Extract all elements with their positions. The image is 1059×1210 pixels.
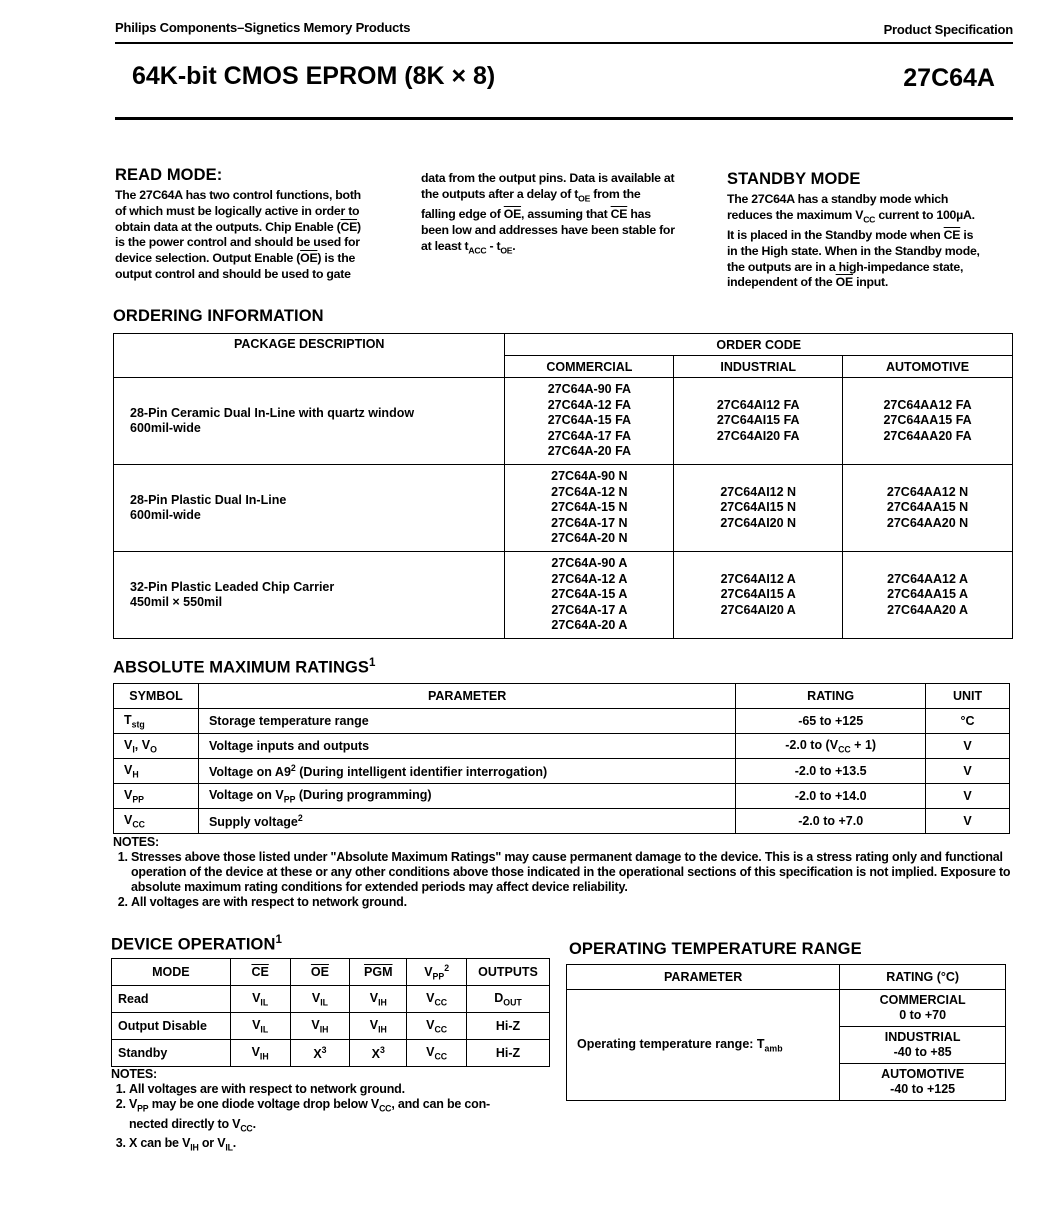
ratings-table <box>113 683 1010 834</box>
commercial-codes: 27C64A-90 A 27C64A-12 A 27C64A-15 A 27C64A-17 A 27C64A-20 A <box>505 552 674 639</box>
table-row: $V_H$ Voltage on $A9^2$ (During intelligent identifier interrogation) -2.0 to +13.5 V <box>114 759 1010 784</box>
col-mode: MODE <box>112 959 231 986</box>
commercial-codes: 27C64A-90 FA 27C64A-12 FA 27C64A-15 FA 27C64A-17 FA 27C64A-20 FA <box>505 378 674 465</box>
ordering-row <box>114 552 1013 639</box>
ordering-table <box>113 333 1013 639</box>
package-cell: 32-Pin Plastic Leaded Chip Carrier 450mil × 550mil <box>114 552 505 639</box>
industrial-codes: 27C64AI12 N 27C64AI15 N 27C64AI20 N <box>674 465 843 552</box>
standby-mode-heading: STANDBY MODE <box>727 170 861 188</box>
header-company: Philips Components–Signetics Memory Products <box>115 20 411 35</box>
table-row: Standby $V_{IH}$ $X^3$ $X^3$ $V_{CC}$ Hi-Z <box>112 1040 550 1067</box>
col-parameter: PARAMETER <box>567 965 840 990</box>
col-package-description: PACKAGE DESCRIPTION <box>114 334 505 378</box>
ratings-notes: NOTES: 1. Stresses above those listed under "Absolute Maximum Ratings" may cause permanent damage to the device. This is a stress rating only and functional operation of the device at these or any other conditions above those indicated in the operational sections of this specification is not implied. Exposure to absolute maximum rating conditions for extended periods may affect device reliability. 2. All voltages are with respect to network ground. <box>113 835 1013 910</box>
table-row: Read $V_{IL}$ $V_{IL}$ $V_{IH}$ $V_{CC}$ $D_{OUT}$ <box>112 986 550 1013</box>
table-row: $V_{CC}$ Supply voltage$^2$ -2.0 to +7.0 V <box>114 809 1010 834</box>
header-rule <box>115 42 1013 44</box>
automotive-codes: 27C64AA12 A 27C64AA15 A 27C64AA20 A <box>843 552 1013 639</box>
col-commercial: COMMERCIAL <box>505 356 674 378</box>
device-operation-heading: DEVICE OPERATION$^1$ <box>111 934 283 954</box>
read-mode-col1: The 27C64A has two control functions, both of which must be logically active in order to obtain data at the outputs. Chip Enable $(\overline{CE})$ is the power control and should be used for device selection. Output Enable $(\overline{OE})$ is the output control and should be used to gate <box>115 188 361 281</box>
page-title: 64K-bit CMOS EPROM (8K × 8) <box>132 62 496 90</box>
col-outputs: OUTPUTS <box>467 959 550 986</box>
ratings-heading: ABSOLUTE MAXIMUM RATINGS$^1$ <box>113 657 376 677</box>
grade-industrial: INDUSTRIAL -40 to +85 <box>840 1027 1006 1064</box>
col-ce: $\overline{CE}$ <box>230 959 290 986</box>
device-operation-table <box>111 958 550 1067</box>
table-row: $V_I$, $V_O$ Voltage inputs and outputs -2.0 to $(V_{CC} + 1)$ V <box>114 734 1010 759</box>
read-mode-heading: READ MODE: <box>115 166 223 184</box>
col-parameter: PARAMETER <box>198 684 735 709</box>
op-temp-parameter: Operating temperature range: $T_{amb}$ <box>567 990 840 1101</box>
grade-automotive: AUTOMOTIVE -40 to +125 <box>840 1064 1006 1101</box>
op-temp-heading: OPERATING TEMPERATURE RANGE <box>569 940 862 958</box>
industrial-codes: 27C64AI12 A 27C64AI15 A 27C64AI20 A <box>674 552 843 639</box>
col-unit: UNIT <box>926 684 1010 709</box>
read-mode-col2: data from the output pins. Data is available at the outputs after a delay of $t_{OE}$ from the falling edge of $\overline{OE}$, assuming that $\overline{CE}$ has been low and addresses have been stable for at least $t_{ACC} - t_{OE}$. <box>421 171 675 256</box>
table-row: $T_{stg}$ Storage temperature range -65 to +125 °C <box>114 709 1010 734</box>
industrial-codes: 27C64AI12 FA 27C64AI15 FA 27C64AI20 FA <box>674 378 843 465</box>
col-automotive: AUTOMOTIVE <box>843 356 1013 378</box>
col-pgm: $\overline{PGM}$ <box>350 959 407 986</box>
ordering-heading: ORDERING INFORMATION <box>113 307 324 325</box>
device-operation-notes: NOTES: 1. All voltages are with respect to network ground. 2. $V_{PP}$ may be one diode voltage drop below $V_{CC}$, and can be con- nected directly to $V_{CC}$. 3. X can be $V_{IH}$ or $V_{IL}$. <box>111 1067 551 1156</box>
col-order-code: ORDER CODE <box>505 334 1013 356</box>
table-row: $V_{PP}$ Voltage on $V_{PP}$ (During programming) -2.0 to +14.0 V <box>114 784 1010 809</box>
col-industrial: INDUSTRIAL <box>674 356 843 378</box>
col-rating: RATING (°C) <box>840 965 1006 990</box>
col-oe: $\overline{OE}$ <box>290 959 350 986</box>
package-cell: 28-Pin Plastic Dual In-Line 600mil-wide <box>114 465 505 552</box>
col-symbol: SYMBOL <box>114 684 199 709</box>
package-cell: 28-Pin Ceramic Dual In-Line with quartz window 600mil-wide <box>114 378 505 465</box>
op-temp-table <box>566 964 1006 1101</box>
ordering-row <box>114 465 1013 552</box>
commercial-codes: 27C64A-90 N 27C64A-12 N 27C64A-15 N 27C64A-17 N 27C64A-20 N <box>505 465 674 552</box>
ordering-row <box>114 378 1013 465</box>
col-rating: RATING <box>736 684 926 709</box>
table-row: Output Disable $V_{IL}$ $V_{IH}$ $V_{IH}$ $V_{CC}$ Hi-Z <box>112 1013 550 1040</box>
automotive-codes: 27C64AA12 N 27C64AA15 N 27C64AA20 N <box>843 465 1013 552</box>
part-number: 27C64A <box>903 64 995 92</box>
col-vpp: $V_{PP}^2$ <box>407 959 467 986</box>
automotive-codes: 27C64AA12 FA 27C64AA15 FA 27C64AA20 FA <box>843 378 1013 465</box>
standby-mode-text: The 27C64A has a standby mode which reduces the maximum $V_{CC}$ current to 100µA. It is placed in the Standby mode when $\overline{CE}$ is in the High state. When in the Standby mode, the outputs are in a high-impedance state, independent of the $\overline{OE}$ input. <box>727 192 980 290</box>
header-doc-type: Product Specification <box>883 22 1013 37</box>
title-rule <box>115 117 1013 120</box>
grade-commercial: COMMERCIAL 0 to +70 <box>840 990 1006 1027</box>
